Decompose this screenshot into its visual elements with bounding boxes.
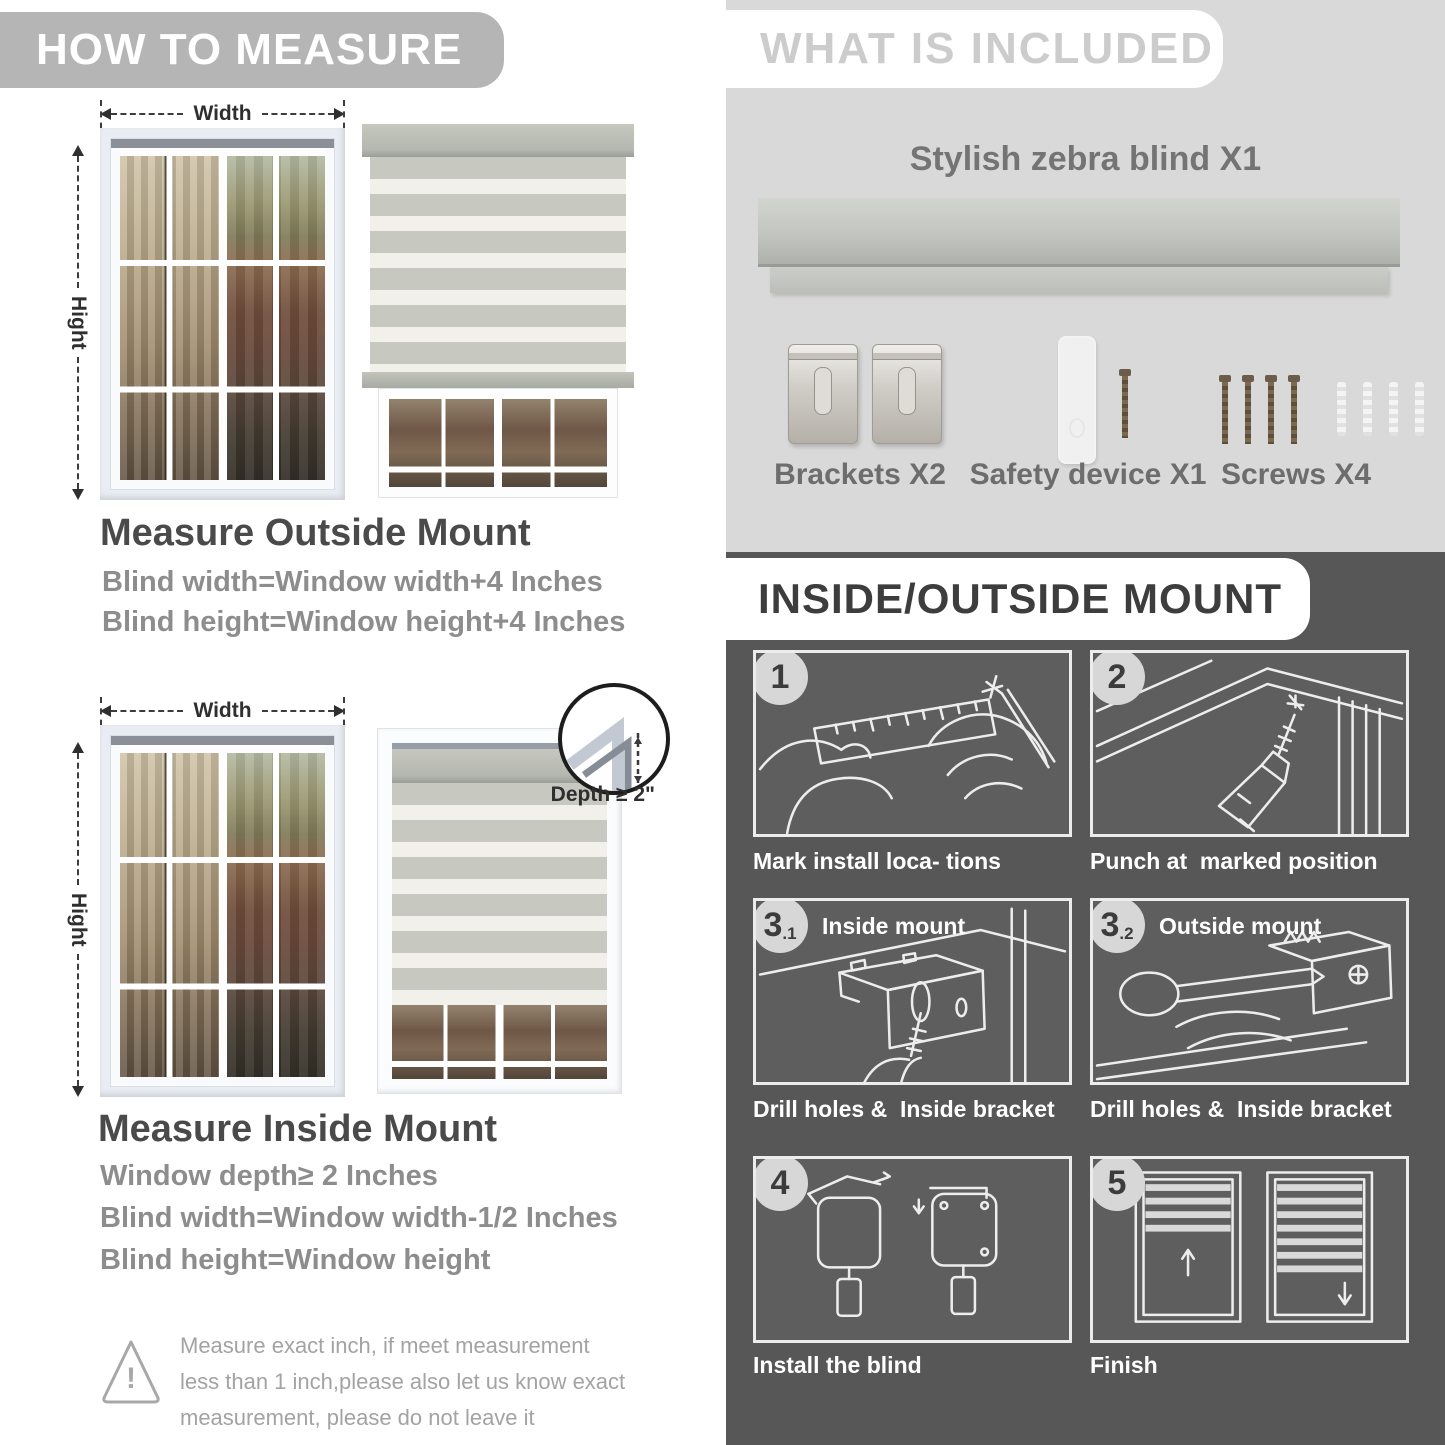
how-to-measure-title: HOW TO MEASURE	[36, 25, 463, 74]
window-illustration-outside	[100, 128, 345, 500]
step-2-caption: Punch at marked position	[1090, 848, 1378, 874]
step-5-box	[1090, 1156, 1409, 1343]
step-3-1-box	[753, 898, 1072, 1085]
depth-label: Depth ≥ 2"	[550, 783, 655, 806]
mount-title: INSIDE/OUTSIDE MOUNT	[758, 575, 1283, 622]
inside-formula-width: Blind width=Window width-1/2 Inches	[100, 1202, 618, 1234]
blind-fabric	[392, 783, 607, 1005]
blind-fabric	[370, 157, 626, 372]
inside-mount-heading: Measure Inside Mount	[98, 1108, 498, 1150]
headrail-valance	[770, 267, 1388, 293]
height-dimension-outside	[68, 145, 88, 500]
depth-detail-drawing	[562, 687, 666, 791]
window-under-blind	[392, 1005, 607, 1079]
warning-icon	[100, 1336, 162, 1406]
headrail-image	[758, 198, 1400, 267]
warning-text: Measure exact inch, if meet measurement less than 1 inch,please also let us know exact measurement, please do not leave it	[180, 1333, 626, 1430]
wall-anchor-icon	[1389, 382, 1398, 436]
step-3-2-title: Outside mount	[1159, 913, 1322, 939]
outside-mount-heading: Measure Outside Mount	[100, 512, 531, 554]
screw-icon	[1291, 382, 1297, 444]
step-number-badge: 1	[753, 650, 808, 705]
bracket-icon	[788, 344, 858, 444]
screws-label: Screws X4	[1220, 458, 1372, 491]
product-label: Stylish zebra blind X1	[909, 140, 1262, 178]
screw-icon	[1268, 382, 1274, 444]
height-label: Hight	[66, 288, 90, 358]
step-number-badge: 3 .1	[753, 898, 808, 953]
magnifier-icon	[558, 683, 670, 795]
step-number-badge: 5	[1090, 1156, 1145, 1211]
safety-device-image	[1058, 336, 1128, 464]
screw-icon	[1222, 382, 1228, 444]
window-pane-right	[227, 156, 326, 480]
step-2-box	[1090, 650, 1409, 837]
mount-banner	[726, 558, 1310, 640]
brackets-image	[788, 344, 942, 444]
width-label: Width	[193, 102, 252, 125]
width-dimension-inside	[100, 701, 345, 721]
wall-anchor-icon	[1363, 382, 1372, 436]
bracket-icon	[872, 344, 942, 444]
wall-anchor-icon	[1415, 382, 1424, 436]
step-3-2-caption: Drill holes & Inside bracket	[1090, 1096, 1392, 1122]
outside-formula-height: Blind height=Window height+4 Inches	[102, 606, 626, 638]
height-dimension-inside	[68, 742, 88, 1097]
arrow-down-icon	[72, 1086, 84, 1097]
inside-formula-depth: Window depth≥ 2 Inches	[100, 1160, 438, 1192]
width-label: Width	[193, 699, 252, 722]
outside-formula-width: Blind width=Window width+4 Inches	[102, 566, 603, 598]
arrow-up-icon	[72, 145, 84, 156]
brackets-label: Brackets X2	[774, 458, 946, 491]
inside-formula-height: Blind height=Window height	[100, 1244, 491, 1276]
arrow-up-icon	[72, 742, 84, 753]
window-under-blind	[378, 388, 618, 498]
what-is-included-title: WHAT IS INCLUDED	[760, 24, 1215, 73]
height-label: Hight	[66, 885, 90, 955]
zebra-blind-outside-illustration	[362, 124, 634, 498]
safety-device-icon	[1058, 336, 1096, 464]
step-4-caption: Install the blind	[753, 1352, 922, 1378]
svg-text:!: !	[126, 1362, 136, 1395]
window-illustration-inside-left	[100, 725, 345, 1097]
step-3-2-box	[1090, 898, 1409, 1085]
step-4-box	[753, 1156, 1072, 1343]
step-1-caption: Mark install loca- tions	[753, 848, 1001, 874]
screw-icon	[1122, 376, 1128, 438]
step-3-1-caption: Drill holes & Inside bracket	[753, 1096, 1055, 1122]
how-to-measure-banner	[0, 12, 504, 88]
step-number-badge: 3 .2	[1090, 898, 1145, 953]
step-3-1-title: Inside mount	[822, 913, 966, 939]
what-is-included-banner	[726, 10, 1223, 88]
width-dimension-outside	[100, 104, 345, 124]
safety-device-label: Safety device X1	[969, 458, 1207, 491]
screws-image	[1222, 382, 1424, 444]
step-5-caption: Finish	[1090, 1352, 1158, 1378]
wall-anchor-icon	[1337, 382, 1346, 436]
step-number-badge: 2	[1090, 650, 1145, 705]
screw-icon	[1245, 382, 1251, 444]
blind-bottomrail	[362, 372, 634, 388]
arrow-down-icon	[72, 489, 84, 500]
window-pane-left	[120, 156, 219, 480]
step-number-badge: 4	[753, 1156, 808, 1211]
blind-headrail	[362, 124, 634, 157]
step-1-box	[753, 650, 1072, 837]
